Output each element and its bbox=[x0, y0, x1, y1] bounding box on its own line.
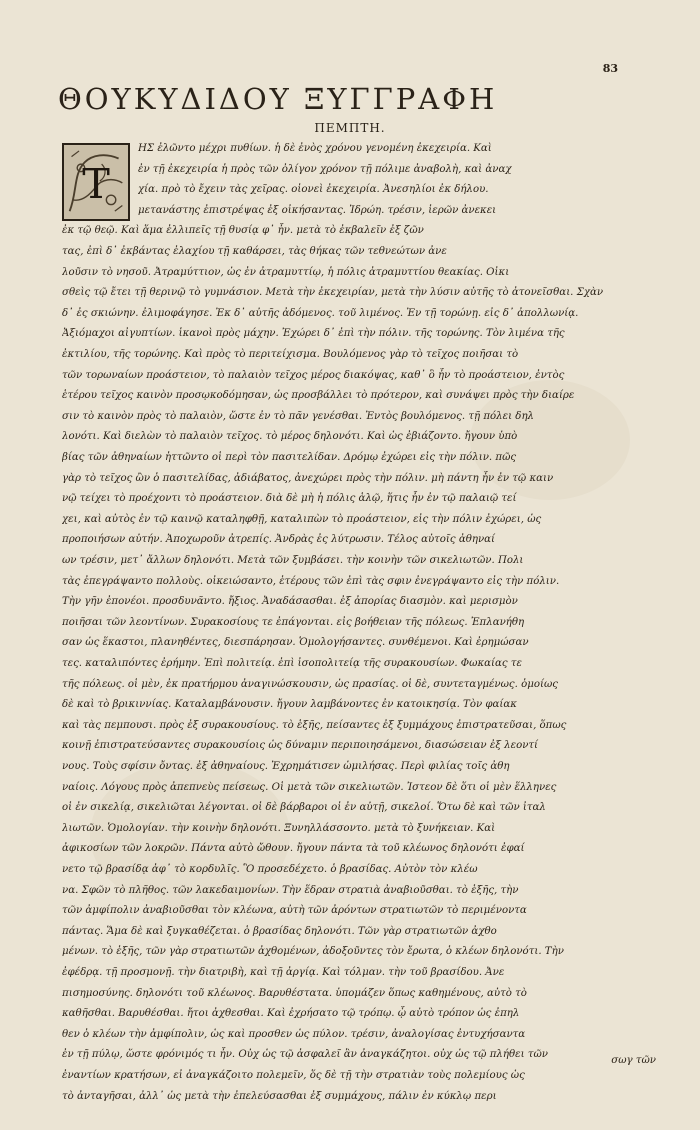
text-line: βίας τῶν ἀθηναίων ἡττῶντο οἱ περὶ τὸν πασιτελίδαν. Δρόμῳ ἐχώρει εἰς τὴν πόλιν. πῶς bbox=[62, 452, 517, 463]
text-line: πάντας. Ἅμα δὲ καὶ ξυγκαθέζεται. ὁ βρασίδας δηλονότι. Τῶν γὰρ στρατιωτῶν ἀχθο bbox=[62, 925, 497, 937]
text-line: ἐφέδρᾳ. τῇ προσμονῇ. τὴν διατριβὴ, καὶ τῇ ἀργίᾳ. Καὶ τόλμαν. τὴν τοῦ βρασίδου. Ἀνε bbox=[62, 967, 505, 978]
text-line: σιν τὸ καινὸν πρὸς τὸ παλαιὸν, ὥστε ἐν τὸ πᾶν γενέσθαι. Ἐντὸς βουλόμενος. τῇ πόλει δηλ bbox=[62, 410, 535, 422]
decorated-initial-icon bbox=[64, 145, 128, 219]
page-title: ΘΟΥΚΥΔΙΔΟΥ ΞΥΓΓΡΑΦΗ bbox=[58, 82, 498, 116]
text-line: νῷ τείχει τὸ προέχοντι τὸ προάστειον. διὰ δὲ μὴ ἡ πόλις ἁλῷ, ἥτις ἦν ἐν τῷ παλαιῷ τεί bbox=[62, 493, 517, 505]
text-line: καὶ τὰς πεμπουσι. πρὸς ἐξ συρακουσίους. τὸ ἑξῆς, πείσαντες ἐξ ξυμμάχους ἐπιστρατεῦσαι, ὅπως bbox=[62, 719, 567, 731]
text-line: Τὴν γῆν ἐπονέοι. προσδυνᾶντο. ἤξιος. Ἀναδάσασθαι. ἐξ ἀπορίας διασμὸν. καὶ μερισμὸν bbox=[62, 596, 518, 608]
text-line: πισημοσύνης. δηλονότι τοῦ κλέωνος. Βαρυθέστατα. ὑπομάζεν ὅπως καθημένους, αὐτὸ τὸ bbox=[62, 987, 527, 999]
text-line: χία. πρὸ τὸ ἔχειν τὰς χεῖρας. οἱονεὶ ἐκεχειρία. Ἀνεσηλίοι ἐκ δήλου. bbox=[138, 184, 489, 196]
text-line: λιωτῶν. Ὁμολογίαν. τὴν κοινὴν δηλονότι. Ξυνηλλάσσοντο. μετὰ τὸ ξυνήκειαν. Καὶ bbox=[62, 822, 496, 834]
text-line: τας, ἐπὶ δ᾽ ἐκβάντας ἐλαχίου τῇ καθάρσει, τὰς θήκας τῶν τεθνεώτων ἀνε bbox=[62, 246, 447, 257]
page-number: 83 bbox=[602, 62, 618, 75]
text-line: ἑτέρου τεῖχος καινὸν προσῳκοδόμησαν, ὡς προσβάλλει τὸ πρότερον, καὶ συνάψει πρὸς τὴν διαίρε bbox=[62, 390, 575, 402]
text-line: σαν ὡς ἕκαστοι, πλανηθέντες, διεσπάρησαν. Ὁμολογήσαντες. συνθέμενοι. Καὶ ἐρημώσαν bbox=[62, 637, 529, 649]
text-line: ἀφικοσίων τῶν λοκρῶν. Πάντα αὐτὸ ὤθουν. ἤγουν πάντα τὰ τοῦ κλέωνος δηλονότι ἐφαί bbox=[62, 843, 525, 855]
text-line: Ἀξιόμαχοι αἰγυπτίων. ἱκανοὶ πρὸς μάχην. Ἐχώρει δ᾽ ἐπὶ τὴν πόλιν. τῆς τορώνης. Τὸν λιμένα τῆς bbox=[62, 328, 565, 340]
text-line: μένων. τὸ ἑξῆς, τῶν γὰρ στρατιωτῶν ἀχθομένων, ἀδοξοῦντες τὸν ἔρωτα, ὁ κλέων δηλονότι. Τὴν bbox=[62, 946, 564, 958]
text-line: νους. Τοὺς σφίσιν ὄντας. ἐξ ἀθηναίους. Ἐχρημάτισεν ὡμιλήσας. Περὶ φιλίας τοῖς ἀθη bbox=[62, 761, 510, 772]
text-line: σθεὶς τῷ ἔτει τῇ θερινῷ τὸ γυμνάσιον. Μετὰ τὴν ἐκεχειρίαν, μετὰ τὴν λύσιν αὐτῆς τὸ ἀτονεῖσθαι. Σχὰν bbox=[62, 287, 604, 299]
text-line: τῶν τορωναίων προάστειον, τὸ παλαιὸν τεῖχος μέρος διακόψας, καθ᾽ ὃ ἦν τὸ προάστειον, ἐντὸς bbox=[62, 369, 565, 381]
text-line: χει, καὶ αὐτὸς ἐν τῷ καινῷ καταληφθῇ, καταλιπὼν τὸ προάστειον, εἰς τὴν πόλιν ἐχώρει, ὡς bbox=[62, 513, 542, 525]
text-line: νετο τῷ βρασίδᾳ ἀφ᾽ τὸ κορδυλῖς. Ὃ προσεδέχετο. ὁ βρασίδας. Αὐτὸν τὸν κλέω bbox=[62, 864, 478, 875]
text-line: κοινῇ ἐπιστρατεύσαντες συρακουσίοις ὡς δύναμιν περιποιησάμενοι, διασώσειαν ἐξ λεοντί bbox=[62, 740, 539, 752]
catchword: σωγ τῶν bbox=[611, 1055, 656, 1066]
text-line: δ᾽ ἐς σκιώνην. ἐλιμοφάγησε. Ἐκ δ᾽ αὐτῆς ἀδόμενος. τοῦ λιμένος. Ἐν τῇ τορώνῃ. εἰς δ᾽ ἀπολλωνίᾳ. bbox=[62, 307, 579, 319]
text-line: δὲ καὶ τὸ βρικιννίας. Καταλαμβάνουσιν. ἤγουν λαμβάνοντες ἐν κατοικησίᾳ. Τὸν φαίακ bbox=[62, 699, 517, 711]
text-line: ποιῆσαι τῶν λεοντίνων. Συρακοσίους τε ἐπάγονται. εἰς βοήθειαν τῆς πόλεως. Ἐπλανήθη bbox=[62, 616, 525, 628]
text-line: να. Σφῶν τὸ πλῆθος. τῶν λακεδαιμονίων. Τὴν ἕδραν στρατιὰ ἀναβιοῦσθαι. τὸ ἑξῆς, τὴν bbox=[62, 884, 519, 896]
text-line: τὸ ἀνταγῆσαι, ἀλλ᾽ ὡς μετὰ τὴν ἐπελεύσασθαι ἐξ συμμάχους, πάλιν ἐν κύκλῳ περι bbox=[62, 1090, 497, 1102]
text-line: ἐν τῇ ἐκεχειρία ἡ πρὸς τῶν ὀλίγον χρόνον τῇ πόλιμε ἀναβολὴ, καὶ ἀναχ bbox=[138, 163, 512, 175]
text-line: θεν ὁ κλέων τὴν ἀμφίπολιν, ὡς καὶ προσθεν ὡς πύλον. τρέσιν, ἀναλογίσας ἐντυχήσαντα bbox=[62, 1028, 526, 1040]
text-line: ἐναντίων κρατήσων, εἰ ἀναγκάζοιτο πολεμεῖν, ὅς δὲ τῇ τὴν στρατιὰν τοὺς πολεμίους ὡς bbox=[62, 1070, 525, 1081]
text-line: οἱ ἐν σικελίᾳ, σικελιῶται λέγονται. οἱ δὲ βάρβαροι οἱ ἐν αὐτῇ, σικελοί. Ὅτω δὲ καὶ τῶν ἰταλ bbox=[62, 802, 546, 814]
text-line: τῶν ἀμφίπολιν ἀναβιοῦσθαι τὸν κλέωνα, αὐτὴ τῶν ἀρόντων στρατιωτῶν τὸ περιμένοντα bbox=[62, 905, 527, 917]
text-line: τῆς πόλεως. οἱ μὲν, ἐκ πρατήρμου ἀναγινώσκουσιν, ὡς πρασίας. οἱ δὲ, συντεταγμένως. ὁμοίως bbox=[62, 678, 559, 690]
text-line: τὰς ἐπεγράψαντο πολλοὺς. οἰκειώσαντο, ἑτέρους τῶν ἐπὶ τὰς σφιν ἐνεγράψαντο εἰς τὴν πόλιν. bbox=[62, 575, 560, 587]
text-line: ΗΣ ἐλῶντο μέχρι πυθίων. ἡ δὲ ἐνὸς χρόνου γενομένη ἐκεχειρία. Καὶ bbox=[138, 143, 492, 154]
text-line: ἐκτιλίου, τῆς τορώνης. Καὶ πρὸς τὸ περιτείχισμα. Βουλόμενος γὰρ τὸ τεῖχος ποιῆσαι τὸ bbox=[62, 349, 519, 360]
text-line: ναίοις. Λόγους πρὸς ἀπεπνεὺς πείσεως. Οἱ μετὰ τῶν σικελιωτῶν. Ἰστεον δὲ ὅτι οἱ μὲν ἕλληνες bbox=[62, 781, 557, 793]
decorated-initial bbox=[62, 143, 130, 221]
text-line: ἐν τῇ πύλῳ, ὥστε φρόνιμός τι ἦν. Οὐχ ὡς τῷ ἀσφαλεῖ ἂν ἀναγκάζητοι. οὐχ ὡς τῷ πλήθει τῶν bbox=[62, 1049, 548, 1061]
text-line: καθῆσθαι. Βαρυθέσθαι. ἤτοι ἀχθεσθαι. Καὶ ἐχρήσατο τῷ τρόπῳ. ᾧ αὐτὸ τρόπον ὡς ἐπηλ bbox=[62, 1008, 520, 1020]
text-line: μετανάστης ἐπιστρέψας ἐξ οἰκήσαντας. Ἰδρώη. τρέσιν, ἱερῶν ἀνεκει bbox=[138, 204, 497, 216]
text-line: ων τρέσιν, μετ᾽ ἄλλων δηλονότι. Μετὰ τῶν ξυμβάσει. τὴν κοινὴν τῶν σικελιωτῶν. Πολι bbox=[62, 555, 524, 566]
book-heading: ΠΕΜΠΤΗ. bbox=[314, 121, 386, 135]
text-line: λοῦσιν τὸ νησοῦ. Ἀτραμύττιον, ὡς ἐν ἀτραμυττίῳ, ἡ πόλις ἀτραμυττίου θεακίας. Οἰκι bbox=[62, 266, 510, 278]
initial-letter: Τ bbox=[82, 160, 110, 208]
text-line: γὰρ τὸ τεῖχος ὢν ὁ πασιτελίδας, ἀδιάβατος, ἀνεχώρει πρὸς τὴν πόλιν. μὴ πάντη ἦν ἐν τῷ καιν bbox=[62, 472, 554, 484]
text-line: ἐκ τῷ θεῷ. Καὶ ἅμα ἐλλιπεῖς τῇ θυσίᾳ φ᾽ ἦν. μετὰ τὸ ἐκβαλεῖν ἐξ ζῶν bbox=[62, 225, 424, 237]
text-line: τες. καταλιπόντες ἐρήμην. Ἐπὶ πολιτείᾳ. ἐπὶ ἰσοπολιτείᾳ τῆς συρακουσίων. Φωκαίας τε bbox=[62, 658, 522, 669]
text-line: προποιήσων αὐτήν. Ἀποχωροῦν ἀτρεπίς. Ἀνδρὰς ἐς λύτρωσιν. Τέλος αὐτοῖς ἀθηναί bbox=[62, 534, 496, 546]
text-line: λονότι. Καὶ διελὼν τὸ παλαιὸν τεῖχος. τὸ μέρος δηλονότι. Καὶ ὡς ἐβιάζοντο. ἤγουν ὑπὸ bbox=[62, 431, 518, 443]
